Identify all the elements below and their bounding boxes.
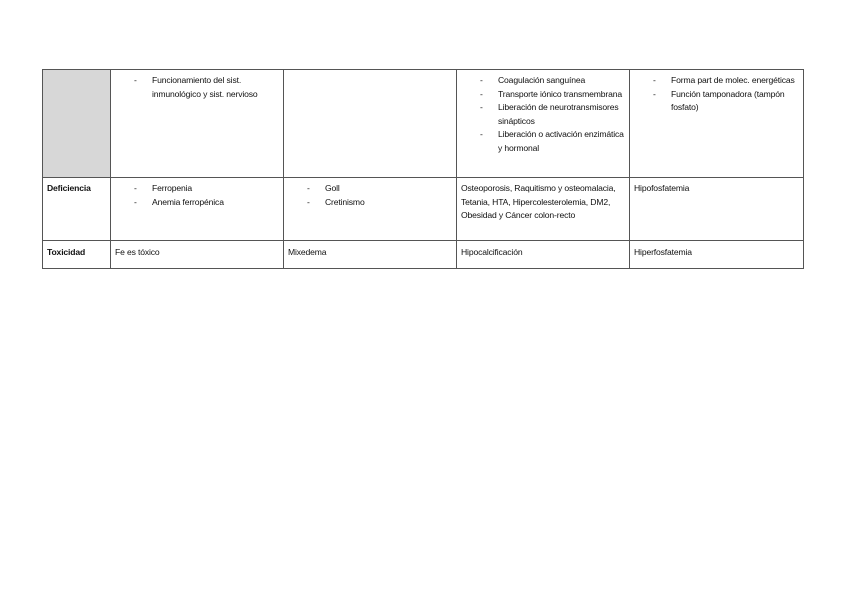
bullet-list [461,74,625,156]
bullet-list [634,74,799,115]
nutrient-table [42,69,804,269]
table-cell [111,178,284,241]
list-item: - Funcionamiento del sist. inmunológico y sist. nervioso [134,75,258,99]
table-cell: Hipofosfatemia [630,178,804,241]
table-cell [284,178,457,241]
row-header-toxicidad: Toxicidad [43,241,111,269]
list-item: - Anemia ferropénica [134,196,224,207]
bullet-list [115,74,279,101]
bullet-list [288,182,452,209]
list-item: - Coagulación sanguínea [480,75,586,85]
table-cell [457,70,630,178]
list-item: - Ferropenia [134,183,193,193]
list-item: - Liberación de neurotransmisores sinápticos [480,102,619,126]
table-cell: Hiperfosfatemia [630,241,804,269]
list-item: - Forma part de molec. energéticas [653,75,795,85]
list-item: - Cretinismo [307,196,365,207]
list-item: - Goll [307,183,340,193]
table-row-functions [43,70,804,178]
row-header-cell [43,70,111,178]
table-row-deficiencia [43,178,804,241]
table-row-toxicidad [43,241,804,269]
table-cell [111,70,284,178]
table-cell: Fe es tóxico [111,241,284,269]
row-header-deficiencia: Deficiencia [43,178,111,241]
table-cell: Mixedema [284,241,457,269]
table-cell: Hipocalcificación [457,241,630,269]
list-item: - Transporte iónico transmembrana [480,88,622,99]
table-cell [630,70,804,178]
table-cell: Osteoporosis, Raquitismo y osteomalacia, Tetania, HTA, Hipercolesterolemia, DM2, Obesidad y Cáncer colon-recto [457,178,630,241]
list-item: - Función tamponadora (tampón fosfato) [653,88,785,113]
bullet-list [115,182,279,209]
table-cell-empty [284,70,457,178]
list-item: - Liberación o activación enzimática y hormonal [480,129,624,153]
